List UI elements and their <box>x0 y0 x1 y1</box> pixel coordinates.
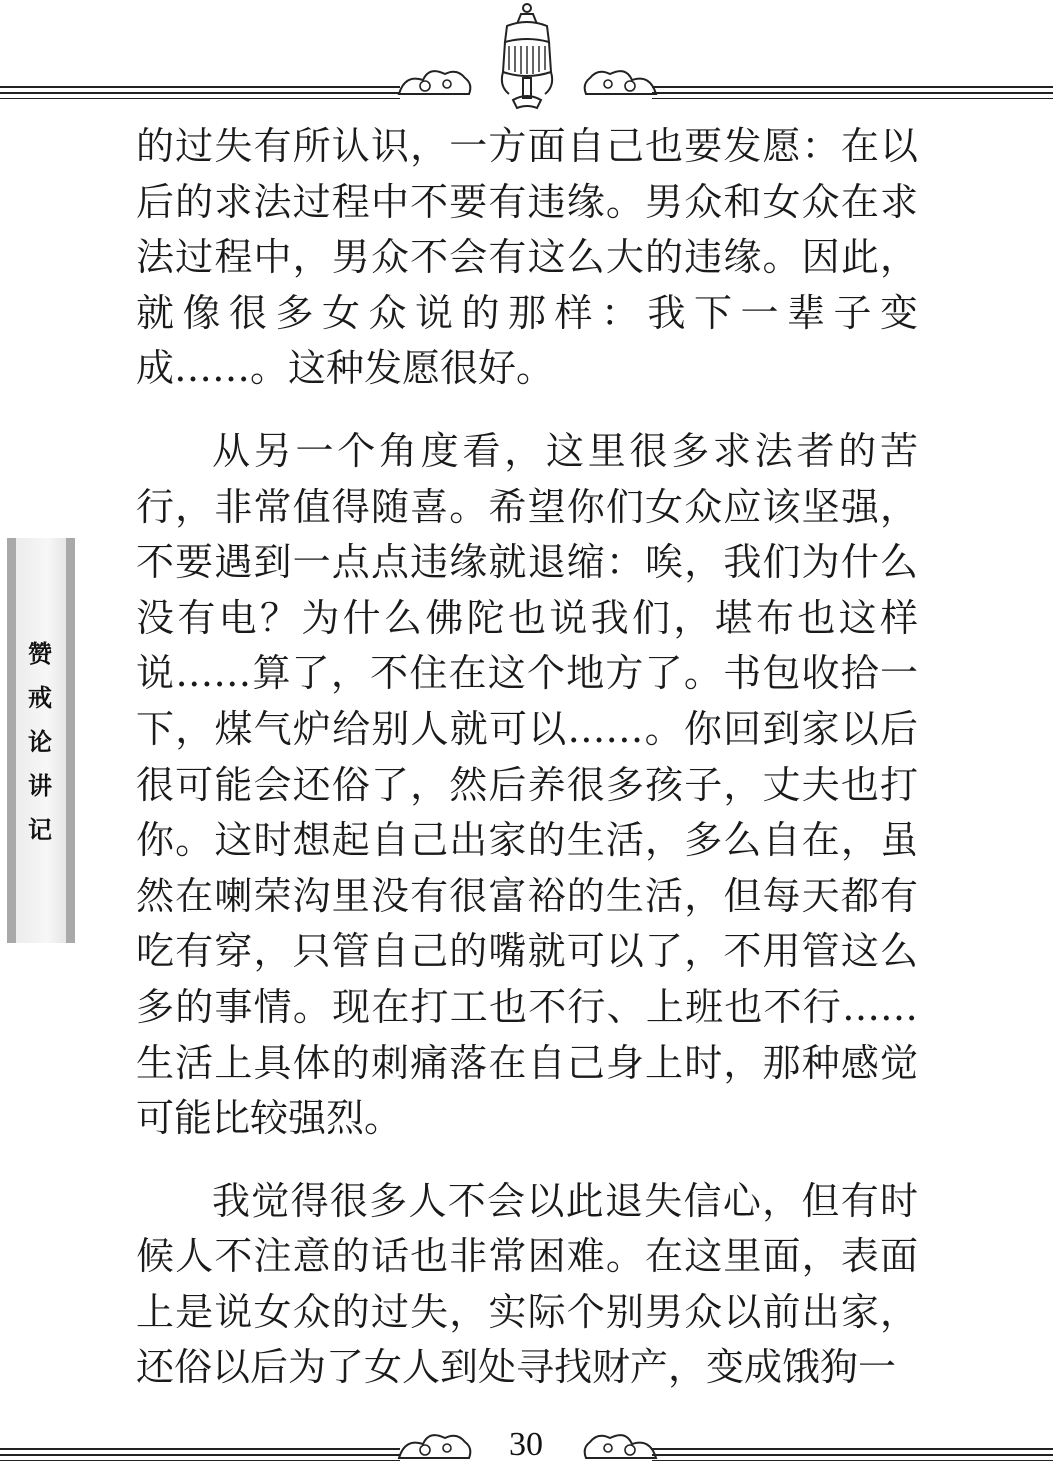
footer-rule-2 <box>0 1454 400 1456</box>
cloud-ornament-footer-right-icon <box>580 1428 660 1464</box>
cloud-ornament-left-icon <box>395 64 475 100</box>
side-title-char: 论 <box>28 727 52 756</box>
footer-rule-3 <box>0 1460 400 1461</box>
header-rule-top-3 <box>0 98 400 99</box>
cloud-ornament-footer-left-icon <box>395 1428 475 1464</box>
side-title-char: 记 <box>28 815 52 844</box>
paragraph-3: 我觉得很多人不会以此退失信心，但有时候人不注意的话也非常困难。在这里面，表面上是说女众的过失，实际个别男众以前出家，还俗以后为了女人到处寻找财产，变成饿狗一 <box>136 1178 918 1390</box>
header-rule-top-1 <box>0 86 400 88</box>
side-title-char: 赞 <box>28 639 52 668</box>
page-body <box>136 119 918 1396</box>
paragraph-2: 从另一个角度看，这里很多求法者的苦行，非常值得随喜。希望你们女众应该坚强，不要遇到一点点违缘就退缩：唉，我们为什么没有电？为什么佛陀也说我们，堪布也这样说……算了，不住在这个地方了。书包收拾一下，煤气炉给别人就可以……。你回到家以后很可能会还俗了，然后养很多孩子，丈夫也打你。这时想起自己出家的生活，多么自在，虽然在喇荣沟里没有很富裕的生活，但每天都有吃有穿，只管自己的嘴就可以了，不用管这么多的事情。现在打工也不行、上班也不行……生活上具体的刺痛落在自己身上时，那种感觉可能比较强烈。 <box>136 428 918 1141</box>
header-rule-top-5 <box>652 92 1053 94</box>
side-book-title <box>22 632 58 852</box>
footer-rule-1 <box>0 1448 400 1450</box>
footer-rule-6 <box>652 1460 1053 1461</box>
cloud-ornament-right-icon <box>580 64 660 100</box>
header-rule-top-4 <box>652 86 1053 88</box>
page-number: 30 <box>509 1426 543 1463</box>
footer-rule-5 <box>652 1454 1053 1456</box>
header-rule-top-6 <box>652 98 1053 99</box>
side-title-char: 戒 <box>28 683 52 712</box>
header-rule-top-2 <box>0 92 400 94</box>
footer-rule-4 <box>652 1448 1053 1450</box>
victory-banner-icon <box>493 2 561 112</box>
side-title-char: 讲 <box>28 771 52 800</box>
paragraph-1: 的过失有所认识，一方面自己也要发愿：在以后的求法过程中不要有违缘。男众和女众在求法过程中，男众不会有这么大的违缘。因此，就像很多女众说的那样：我下一辈子变成……。这种发愿很好。 <box>136 124 918 391</box>
